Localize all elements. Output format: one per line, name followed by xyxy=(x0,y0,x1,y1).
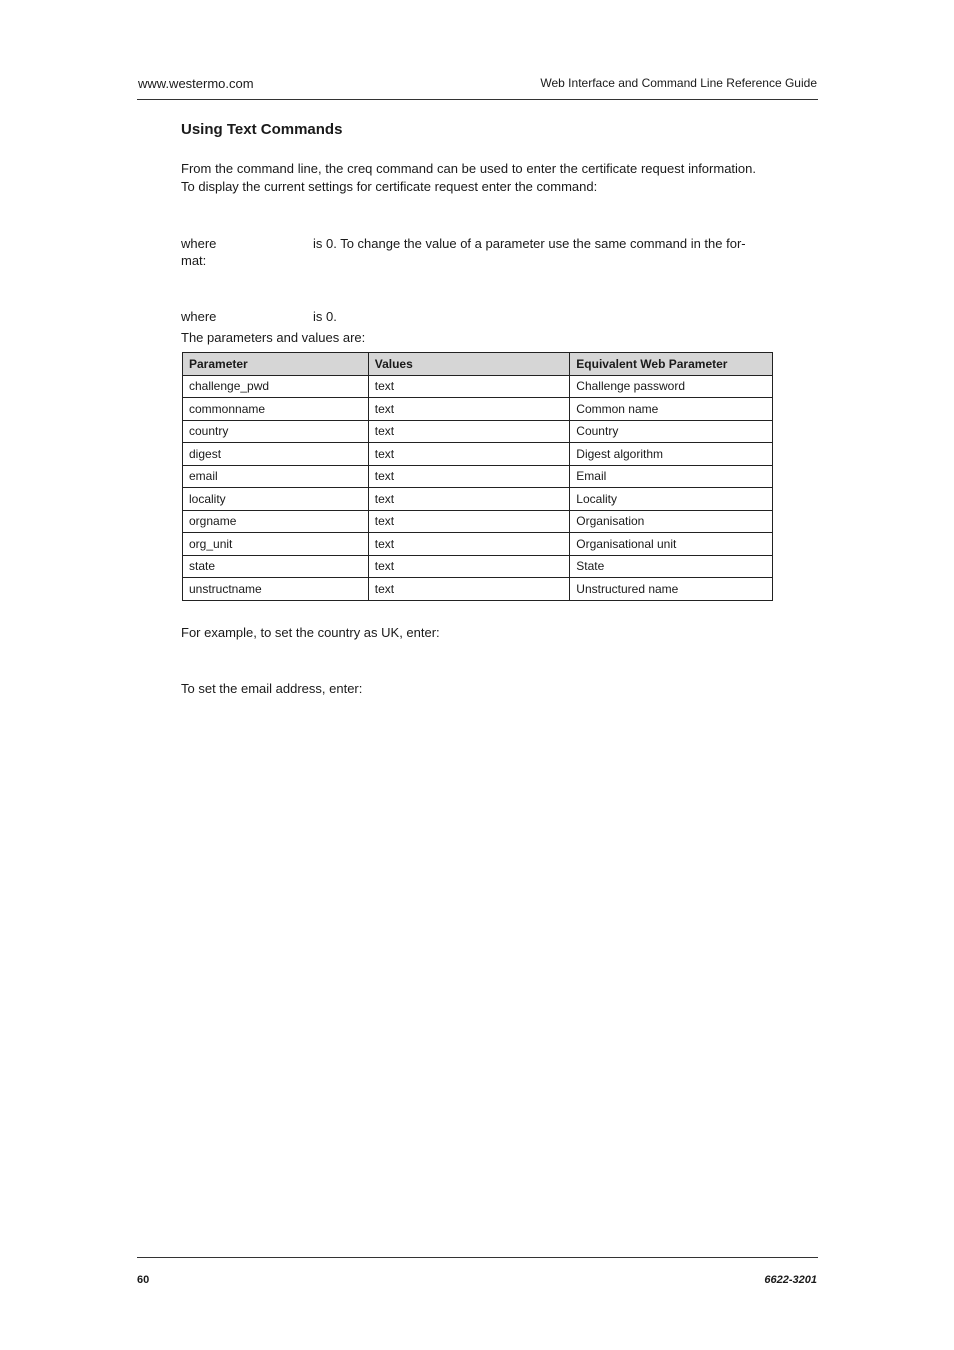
section-title: Using Text Commands xyxy=(181,121,343,138)
column-header-parameter: Parameter xyxy=(183,353,369,376)
cell-web-parameter: Email xyxy=(570,465,773,488)
column-header-values: Values xyxy=(368,353,570,376)
example-email-text: To set the email address, enter: xyxy=(181,681,363,696)
cell-value: text xyxy=(368,488,570,511)
cell-value: text xyxy=(368,443,570,466)
cell-parameter: orgname xyxy=(183,510,369,533)
table-row xyxy=(183,465,773,488)
table-row xyxy=(183,420,773,443)
table-row xyxy=(183,443,773,466)
cell-value: text xyxy=(368,420,570,443)
example-country-text: For example, to set the country as UK, enter: xyxy=(181,625,440,640)
cell-parameter: digest xyxy=(183,443,369,466)
cell-value: text xyxy=(368,375,570,398)
table-header-row xyxy=(183,353,773,376)
cell-web-parameter: Country xyxy=(570,420,773,443)
table-row xyxy=(183,375,773,398)
footer-divider xyxy=(137,1257,818,1258)
cell-parameter: locality xyxy=(183,488,369,511)
cell-parameter: country xyxy=(183,420,369,443)
cell-value: text xyxy=(368,510,570,533)
cell-web-parameter: Common name xyxy=(570,398,773,421)
where-text-1-line2: mat: xyxy=(181,253,207,268)
cell-web-parameter: State xyxy=(570,555,773,578)
table-row xyxy=(183,510,773,533)
cell-web-parameter: Unstructured name xyxy=(570,578,773,601)
page-number: 60 xyxy=(137,1274,150,1286)
cell-web-parameter: Challenge password xyxy=(570,375,773,398)
table-row xyxy=(183,533,773,556)
table-row xyxy=(183,555,773,578)
cell-web-parameter: Digest algorithm xyxy=(570,443,773,466)
cell-parameter: email xyxy=(183,465,369,488)
where-paragraph-1 xyxy=(181,235,756,269)
parameters-table xyxy=(182,352,773,601)
where-word-1: where xyxy=(181,236,217,251)
cell-web-parameter: Organisational unit xyxy=(570,533,773,556)
cell-value: text xyxy=(368,533,570,556)
document-number: 6622-3201 xyxy=(764,1274,817,1286)
cell-web-parameter: Locality xyxy=(570,488,773,511)
header-divider xyxy=(137,99,818,100)
cell-value: text xyxy=(368,398,570,421)
cell-web-parameter: Organisation xyxy=(570,510,773,533)
table-row xyxy=(183,398,773,421)
column-header-web-parameter: Equivalent Web Parameter xyxy=(570,353,773,376)
table-row xyxy=(183,578,773,601)
cell-value: text xyxy=(368,465,570,488)
where-paragraph-2 xyxy=(181,308,756,325)
cell-parameter: commonname xyxy=(183,398,369,421)
params-intro: The parameters and values are: xyxy=(181,330,366,345)
cell-value: text xyxy=(368,578,570,601)
where-word-2: where xyxy=(181,309,217,324)
where-text-2: is 0. xyxy=(313,309,337,324)
where-text-1-line1: is 0. To change the value of a parameter use the same command in the for- xyxy=(313,236,746,251)
cell-value: text xyxy=(368,555,570,578)
cell-parameter: challenge_pwd xyxy=(183,375,369,398)
cell-parameter: unstructname xyxy=(183,578,369,601)
header-website: www.westermo.com xyxy=(138,76,254,91)
cell-parameter: org_unit xyxy=(183,533,369,556)
cell-parameter: state xyxy=(183,555,369,578)
table-row xyxy=(183,488,773,511)
header-guide-title: Web Interface and Command Line Reference Guide xyxy=(540,76,817,90)
intro-paragraph: From the command line, the creq command can be used to enter the certificate request information. To display the current settings for certificate request enter the command: xyxy=(181,161,756,194)
